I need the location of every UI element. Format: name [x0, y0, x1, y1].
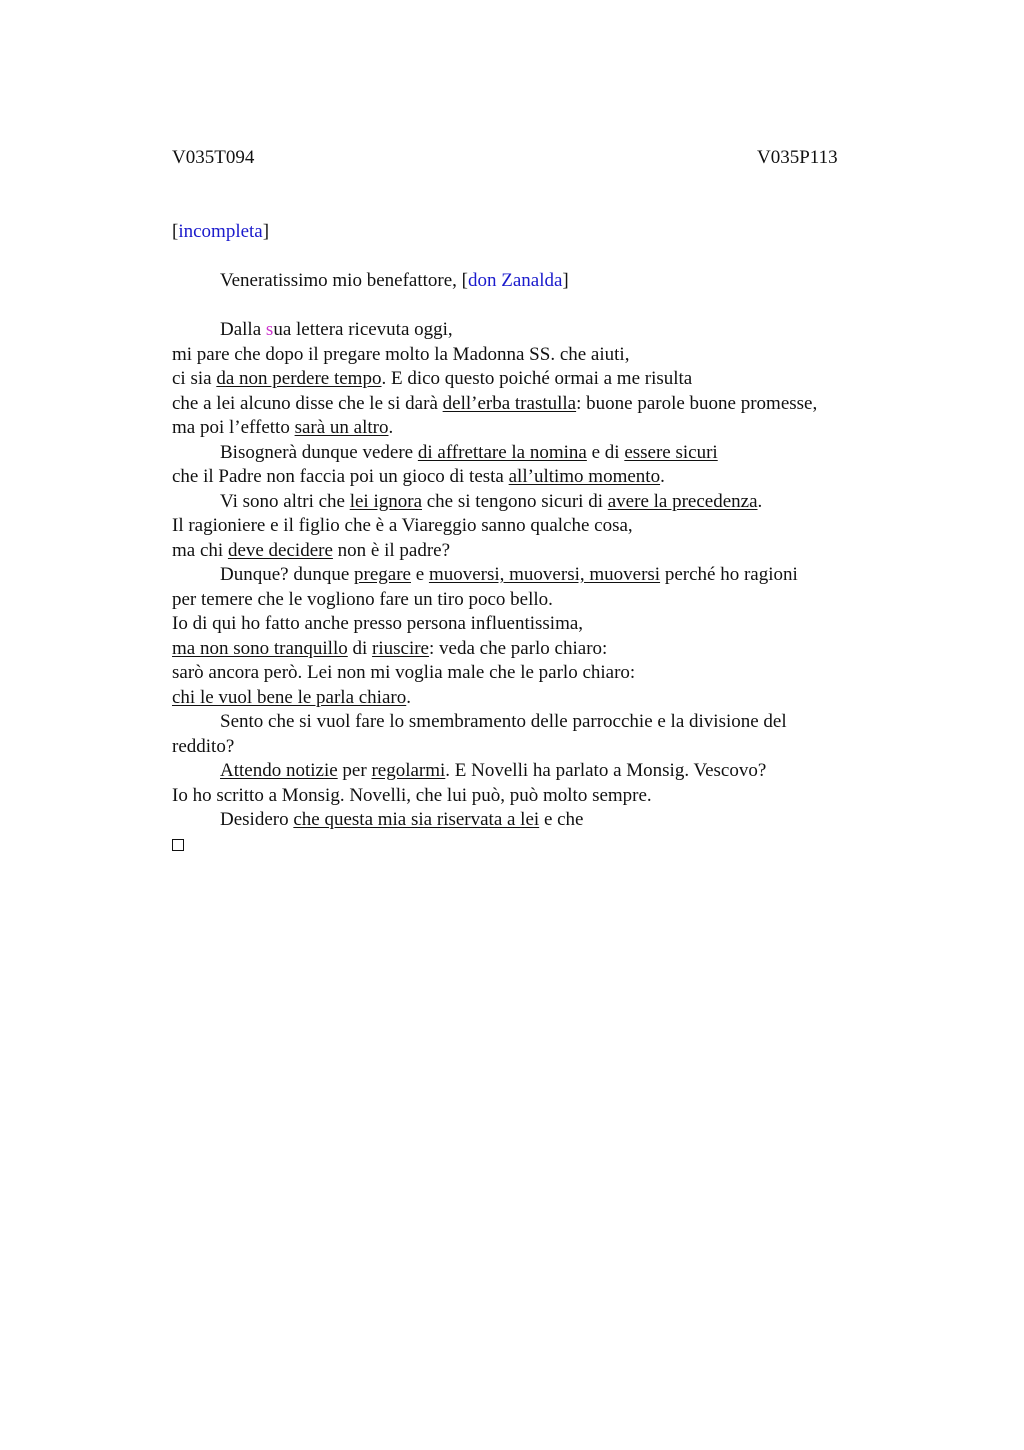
blank-line	[172, 294, 892, 319]
salutation-line: Veneratissimo mio benefattore, [don Zanalda]	[220, 270, 569, 291]
text-span: che si tengono sicuri di	[422, 490, 608, 512]
addressee: don Zanalda	[467, 270, 563, 291]
underlined-phrase: ma non sono tranquillo	[172, 637, 348, 659]
text-span: .	[757, 490, 763, 512]
text-span: ma poi l’effetto	[172, 417, 295, 438]
text-line: per temere che le vogliono fare un tiro poco bello.	[172, 588, 553, 610]
text-span: : buone parole buone promesse,	[576, 392, 818, 414]
correction-mark: s	[265, 319, 274, 340]
text-span: e che	[539, 809, 584, 830]
underlined-phrase: regolarmi	[371, 760, 446, 781]
document-code-left: V035T094	[172, 147, 255, 168]
text-span: .	[406, 686, 411, 708]
text-span: non è il padre?	[332, 539, 451, 561]
text-line	[172, 686, 892, 711]
underlined-phrase: pregare	[354, 564, 411, 585]
text-line	[172, 637, 892, 662]
text-line	[172, 539, 892, 564]
text-line	[172, 490, 892, 515]
underlined-phrase: deve decidere	[227, 539, 333, 561]
text-span: ma chi	[172, 539, 228, 561]
text-line: mi pare che dopo il pregare molto la Madonna SS. che aiuti,	[172, 343, 630, 365]
text-span: Desidero	[220, 809, 294, 830]
blank-line	[172, 245, 892, 270]
text-line: Il ragioniere e il figlio che è a Viareggio sanno qualche cosa,	[172, 515, 633, 536]
underlined-phrase: avere la precedenza	[607, 490, 758, 512]
empty-square-icon	[172, 839, 184, 851]
text-span: Vi sono altri che	[220, 490, 350, 512]
underlined-phrase: all’ultimo momento	[508, 466, 661, 487]
text-span: . E dico questo poiché ormai a me risulta	[381, 368, 693, 389]
text-span: Dunque? dunque	[220, 564, 355, 585]
text-span: ua lettera ricevuta oggi,	[273, 319, 453, 340]
text-line: Io di qui ho fatto anche presso persona influentissima,	[172, 613, 584, 634]
text-span: e	[411, 564, 429, 585]
text-span: perché ho ragioni	[660, 564, 798, 585]
text-span: che il Padre non faccia poi un gioco di testa	[172, 466, 509, 487]
text-line: Sento che si vuol fare lo smembramento delle parrocchie e la divisione del	[220, 711, 787, 732]
text-span: Dalla	[220, 319, 266, 340]
text-line: reddito?	[172, 735, 235, 757]
text-span: . E Novelli ha parlato a Monsig. Vescovo?	[445, 760, 767, 781]
underlined-phrase: essere sicuri	[624, 441, 718, 463]
text-span: e di	[586, 441, 625, 463]
letter-body	[172, 220, 892, 858]
text-span: ci sia	[172, 368, 217, 389]
underlined-phrase: Attendo notizie	[220, 760, 338, 781]
underlined-phrase: di affrettare la nomina	[417, 441, 587, 463]
text-line	[172, 808, 892, 833]
text-line: sarò ancora però. Lei non mi voglia male che le parlo chiaro:	[172, 662, 636, 683]
underlined-phrase: lei ignora	[349, 490, 422, 512]
underlined-phrase: muoversi, muoversi, muoversi	[428, 564, 661, 585]
text-line	[172, 759, 892, 784]
text-span: .	[388, 417, 394, 438]
underlined-phrase: chi le vuol bene le parla chiaro	[172, 686, 407, 708]
end-marker-line	[172, 833, 892, 859]
text-line	[172, 563, 892, 588]
text-line	[172, 465, 892, 490]
underlined-phrase: dell’erba trastulla	[442, 392, 577, 414]
text-span: .	[660, 466, 665, 487]
text-span: : veda che parlo chiaro:	[429, 637, 608, 659]
underlined-phrase: sarà un altro	[294, 417, 389, 438]
text-span: che a lei alcuno disse che le si darà	[172, 392, 443, 414]
text-line	[172, 318, 892, 343]
underlined-phrase: da non perdere tempo	[216, 368, 382, 389]
underlined-phrase: riuscire	[372, 637, 429, 659]
text-span: di	[347, 637, 373, 659]
document-code-right: V035P113	[757, 147, 838, 168]
text-line: Io ho scritto a Monsig. Novelli, che lui può, può molto sempre.	[172, 784, 652, 806]
text-line	[172, 441, 892, 466]
underlined-phrase: che questa mia sia riservata a lei	[293, 809, 540, 830]
text-line	[172, 416, 892, 441]
text-line	[172, 367, 892, 392]
status-note-line: [incompleta]	[172, 221, 270, 242]
text-span: per	[337, 760, 372, 781]
status-note: incompleta	[178, 221, 263, 242]
salutation: Veneratissimo mio benefattore,	[220, 270, 462, 291]
text-span: Bisognerà dunque vedere	[220, 441, 418, 463]
text-line	[172, 392, 892, 417]
